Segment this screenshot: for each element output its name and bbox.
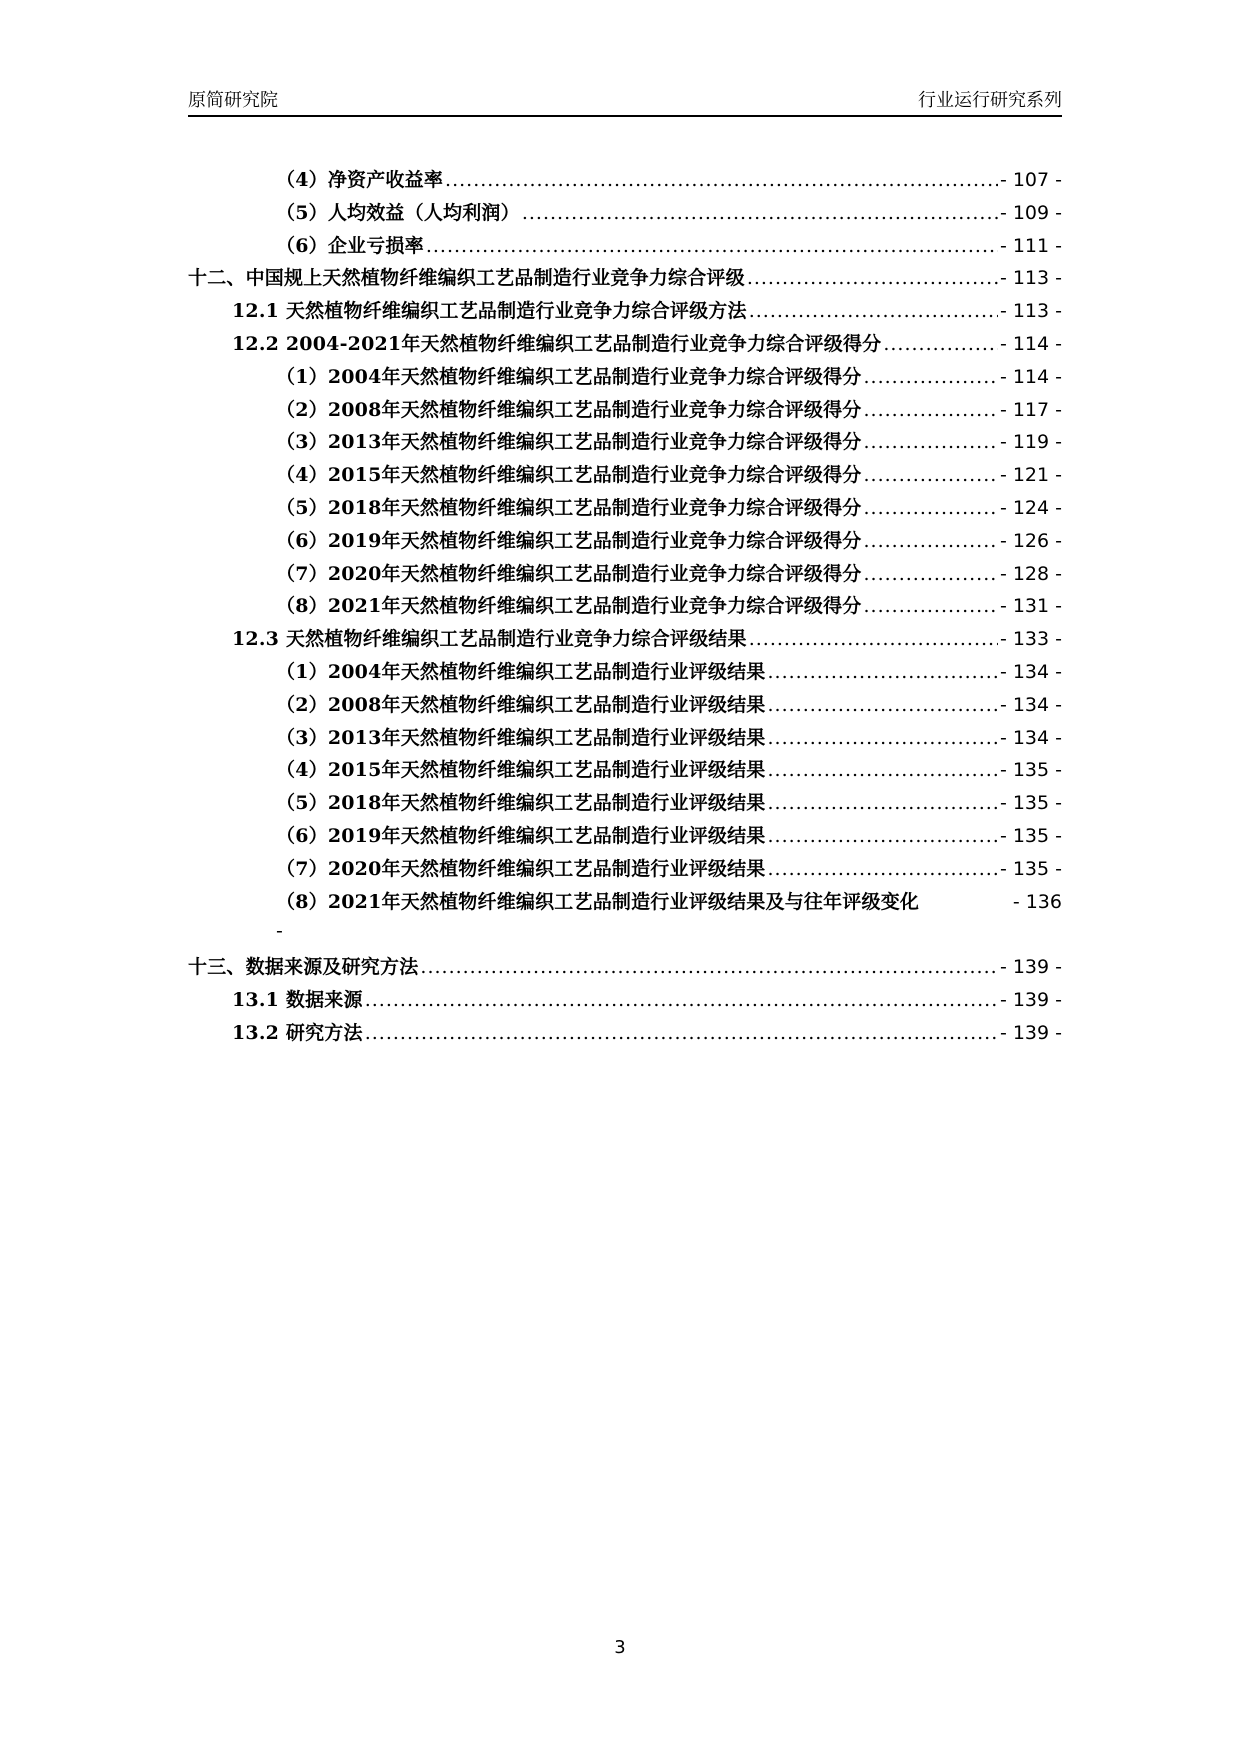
toc-entry-title: （1）2004年天然植物纤维编织工艺品制造行业竞争力综合评级得分	[276, 365, 862, 388]
toc-entry-title: 12.2 2004-2021年天然植物纤维编织工艺品制造行业竞争力综合评级得分	[232, 332, 882, 355]
toc-page-number: - 135 -	[999, 759, 1062, 782]
toc-leader	[768, 656, 998, 689]
toc-entry-title: 十三、数据来源及研究方法	[188, 956, 419, 979]
toc-entry[interactable]	[188, 623, 1062, 656]
toc-entry-title: （8）2021年天然植物纤维编织工艺品制造行业评级结果及与往年评级变化	[276, 890, 920, 913]
toc-entry[interactable]	[188, 492, 1062, 525]
toc-leader	[864, 361, 998, 394]
toc-entry-title: 12.3 天然植物纤维编织工艺品制造行业竞争力综合评级结果	[232, 628, 747, 651]
toc-page-number: - 109 -	[999, 201, 1062, 224]
toc-leader	[420, 951, 998, 984]
toc-page-number: - 114 -	[999, 332, 1062, 355]
toc-leader	[768, 853, 998, 886]
footer-page-number: 3	[614, 1637, 626, 1658]
toc-leader	[768, 820, 998, 853]
toc-entry-title: （7）2020年天然植物纤维编织工艺品制造行业竞争力综合评级得分	[276, 562, 862, 585]
toc-entry[interactable]	[188, 853, 1062, 886]
toc-entry[interactable]	[188, 1017, 1062, 1050]
toc-leader	[864, 492, 998, 525]
toc-entry[interactable]	[188, 230, 1062, 263]
toc-entry-title: 12.1 天然植物纤维编织工艺品制造行业竞争力综合评级方法	[232, 300, 747, 323]
toc-page-number: - 135 -	[999, 857, 1062, 880]
toc-leader	[864, 426, 998, 459]
toc-entry-title: （5）人均效益（人均利润）	[276, 201, 520, 224]
toc-entry-title: （6）企业亏损率	[276, 234, 424, 257]
toc-entry-title: （5）2018年天然植物纤维编织工艺品制造行业竞争力综合评级得分	[276, 496, 862, 519]
toc-page-number: - 113 -	[999, 300, 1062, 323]
toc-leader	[864, 525, 998, 558]
toc-leader	[864, 558, 998, 591]
toc-page-number: - 134 -	[999, 660, 1062, 683]
toc-page-number: - 139 -	[999, 956, 1062, 979]
toc-entry[interactable]	[188, 262, 1062, 295]
toc-entry-title: （5）2018年天然植物纤维编织工艺品制造行业评级结果	[276, 792, 766, 815]
toc-entry[interactable]	[188, 525, 1062, 558]
toc-entry[interactable]	[188, 295, 1062, 328]
toc-entry[interactable]	[188, 361, 1062, 394]
toc-leader	[768, 754, 998, 787]
toc-leader	[522, 197, 998, 230]
toc-entry-title: 十二、中国规上天然植物纤维编织工艺品制造行业竞争力综合评级	[188, 267, 745, 290]
toc-entry[interactable]	[188, 886, 1062, 952]
toc-entry-title: （1）2004年天然植物纤维编织工艺品制造行业评级结果	[276, 660, 766, 683]
toc-entry-title: （2）2008年天然植物纤维编织工艺品制造行业竞争力综合评级得分	[276, 398, 862, 421]
toc-page-number: - 131 -	[999, 595, 1062, 618]
toc-leader	[864, 590, 998, 623]
toc-entry[interactable]	[188, 394, 1062, 427]
toc-entry[interactable]	[188, 590, 1062, 623]
toc-entry-title: 13.2 研究方法	[232, 1021, 363, 1044]
toc-entry[interactable]	[188, 951, 1062, 984]
toc-page-number: - 139 -	[999, 1021, 1062, 1044]
toc-entry-title: （6）2019年天然植物纤维编织工艺品制造行业评级结果	[276, 824, 766, 847]
toc-entry-title: （3）2013年天然植物纤维编织工艺品制造行业竞争力综合评级得分	[276, 431, 862, 454]
toc-entry-title: （4）2015年天然植物纤维编织工艺品制造行业竞争力综合评级得分	[276, 464, 862, 487]
toc-page-number: - 133 -	[999, 628, 1062, 651]
toc-page-number: - 119 -	[999, 431, 1062, 454]
toc-entry-title: （4）净资产收益率	[276, 169, 444, 191]
toc-page-number: - 124 -	[999, 496, 1062, 519]
toc-page-number: - 135 -	[999, 792, 1062, 815]
toc-page-number: - 128 -	[999, 562, 1062, 585]
toc-page-number: - 111 -	[999, 234, 1062, 257]
toc-entry[interactable]	[188, 984, 1062, 1017]
toc-entry[interactable]	[188, 197, 1062, 230]
toc-page-number: - 139 -	[999, 988, 1062, 1011]
toc-entry[interactable]	[188, 787, 1062, 820]
table-of-contents	[188, 164, 1062, 1050]
toc-page-number: - 113 -	[999, 267, 1062, 290]
toc-entry-title: （7）2020年天然植物纤维编织工艺品制造行业评级结果	[276, 857, 766, 880]
toc-page-number: - 126 -	[999, 529, 1062, 552]
toc-entry-title: （6）2019年天然植物纤维编织工艺品制造行业竞争力综合评级得分	[276, 529, 862, 552]
toc-leader	[864, 459, 998, 492]
toc-leader	[749, 295, 998, 328]
toc-entry-title: （3）2013年天然植物纤维编织工艺品制造行业评级结果	[276, 726, 766, 749]
toc-leader	[864, 394, 998, 427]
toc-entry-title: （4）2015年天然植物纤维编织工艺品制造行业评级结果	[276, 759, 766, 782]
toc-entry-title: 13.1 数据来源	[232, 988, 363, 1011]
toc-page-number: - 117 -	[999, 398, 1062, 421]
toc-leader	[768, 722, 998, 755]
header-org-name: 原简研究院	[188, 90, 278, 111]
toc-page-number: - 107 -	[999, 169, 1062, 191]
toc-leader	[426, 230, 998, 263]
toc-leader	[768, 689, 998, 722]
toc-entry[interactable]	[188, 459, 1062, 492]
toc-page-number: - 121 -	[999, 464, 1062, 487]
toc-entry[interactable]	[188, 558, 1062, 591]
toc-leader	[768, 787, 998, 820]
toc-page-number: - 134 -	[999, 693, 1062, 716]
toc-leader	[365, 984, 998, 1017]
toc-leader	[365, 1017, 998, 1050]
toc-entry[interactable]	[188, 820, 1062, 853]
toc-entry[interactable]	[188, 328, 1062, 361]
toc-entry[interactable]	[188, 754, 1062, 787]
toc-entry[interactable]	[188, 164, 1062, 197]
toc-entry[interactable]	[188, 722, 1062, 755]
toc-leader	[883, 328, 998, 361]
toc-entry[interactable]	[188, 656, 1062, 689]
toc-leader	[749, 623, 998, 656]
toc-leader	[445, 164, 998, 197]
toc-page-number: - 136	[1012, 890, 1062, 913]
toc-entry[interactable]	[188, 426, 1062, 459]
page-header	[188, 89, 1062, 117]
toc-page-number: - 114 -	[999, 365, 1062, 388]
header-series-title: 行业运行研究系列	[918, 90, 1062, 111]
toc-leader	[747, 262, 998, 295]
toc-entry-title: （2）2008年天然植物纤维编织工艺品制造行业评级结果	[276, 693, 766, 716]
toc-page-number-wrap: -	[276, 920, 283, 943]
toc-page-number: - 135 -	[999, 824, 1062, 847]
toc-page-number: - 134 -	[999, 726, 1062, 749]
toc-entry[interactable]	[188, 689, 1062, 722]
toc-entry-title: （8）2021年天然植物纤维编织工艺品制造行业竞争力综合评级得分	[276, 595, 862, 618]
